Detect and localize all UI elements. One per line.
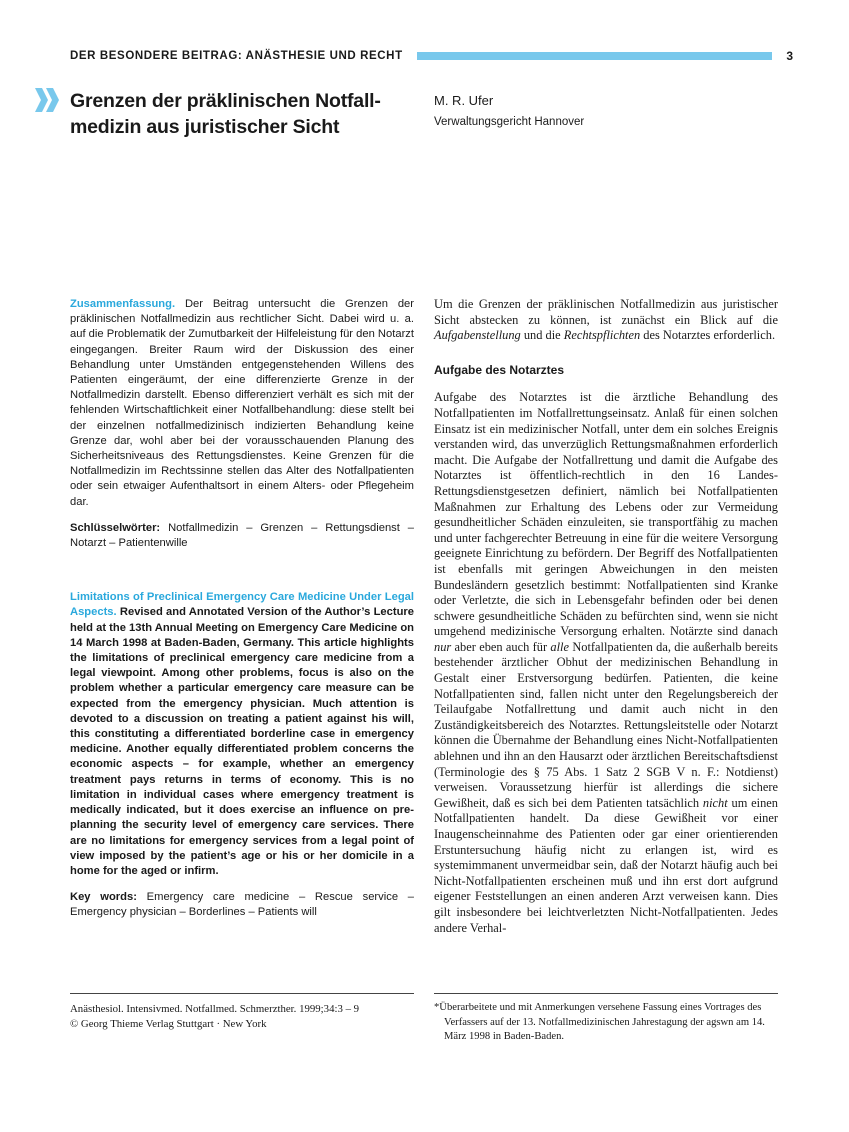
running-head	[70, 48, 793, 64]
abstract-english	[70, 590, 414, 879]
body-paragraph: Aufgabe des Notarztes ist die ärztliche Behandlung des Notfallpatienten im Notfallrettungseinsatz. Anlaß für einen solchen Einsatz ist ein medizinischer Notfall, unter dem ein solches Ereignis verstanden wird, das unverzüglich Rettungsmaßnahmen erforderlich macht. Die Aufgabe der Notfallrettung und damit die Aufgabe des Notarztes ist öffentlich-rechtlich in den 16 Landes-Rettungsdienstgesetzen definiert, nämlich bei Notfallpatienten Maßnahmen zur Erhaltung des Lebens oder zur Vermeidung gesundheitlicher Schäden einzuleiten, sie transportfähig zu machen und unter fachgerechter Betreuung in eine für die weitere Versorgung geeignete Einrichtung zu befördern. Der Begriff des Notfallpatienten ist ebenfalls mit geringen Abweichungen in den meisten Bundesländern gesetzlich bestimmt: Notfallpatienten sind Kranke oder Verletzte, die sich in Lebensgefahr befinden oder bei denen schwere gesundheitliche Schäden zu befürchten sind, wenn sie nicht umgehend medizinische Versorgung erhalten. Notärzte sind danach nur aber eben auch für alle Notfallpatienten da, die außerhalb bereits bestehender ärztlicher Obhut der medizinischen Behandlung in Gestalt einer Erstversorgung bedürfen. Patienten, die keine Notfallpatienten sind, fallen nicht unter den Regelungsbereich der Teilaufgabe Notfallrettung und damit auch nicht in den Zuständigkeitsbereich des Notarztes. Rettungsleitstelle oder Notarzt können die Übernahme der Behandlung eines Nicht-Notfallpatienten ablehnen und ihn an den Hausarzt oder ärztlichen Bereitschaftsdienst (Terminologie des § 75 Abs. 1 Satz 2 SGB V n. F.: Notdienst) verweisen. Voraussetzung hierfür ist allerdings die sichere Gewißheit, daß es sich bei dem Patienten tatsächlich nicht um einen Notfallpatienten handelt. Da diese Gewißheit vor einer Inaugenscheinnahme des Patienten oder gar einer orientierenden Erstuntersuchung häufig nicht zu erlangen ist, wird es systemimmanent unvermeidbar sein, daß der Notarzt häufig auch bei Nicht-Notfallpatienten erscheinen muß und ihn erst dort aufgrund eigener Feststellungen an einen anderen Arzt verweisen kann. Dies gilt insbesondere bei leichtverletzten Nicht-Notfallpatienten. Jedes andere Verhal-	[434, 390, 778, 935]
footer-rule-left	[70, 993, 414, 994]
abstract-german-text: Der Beitrag untersucht die Grenzen der präklinischen Notfallmedizin aus rechtlicher Sicht. Dabei wird u. a. auf die Problematik der Zumutbarkeit der Hilfeleistung für den Notarzt eingegangen. Breiter Raum wird der Diskussion des einer Behandlung unter Umständen entgegenstehenden Willens des Patienten eingeräumt, der eine differenzierte Grenze in der Notfallmedizin darstellt. Ebenso differenziert verhält es sich mit der fehlenden Wirtschaftlichkeit einer Notfallbehandlung: diese stellt bei der einzelnen notfallmedizinisch indizierten Behandlung keine Grenze dar, wohl aber bei der vorausschauenden Planung des Sicherheitsniveaus des Rettungsdienstes. Keine Grenzen für die Notfallmedizin im Rechtssinne stellen das Alter des Notfallpatienten oder sein etwaiger Aufenthaltsort in einem Alters- oder Pflegeheim dar.	[70, 298, 415, 508]
keywords-english-label: Key words:	[70, 891, 137, 904]
abstract-german-lead: Zusammenfassung.	[70, 298, 176, 310]
double-chevron-icon	[34, 86, 60, 114]
accent-bar	[417, 52, 773, 60]
copyright-line: © Georg Thieme Verlag Stuttgart · New York	[70, 1018, 267, 1030]
abstract-english-text: Revised and Annotated Version of the Author’s Lecture held at the 13th Annual Meeting on Emergency Care Medicine on 14 March 1998 at Baden-Baden, Germany. This article highlights the limitations of preclinical emergency care medicine from a legal viewpoint. Among other problems, focus is also on the problem whether a particular emergency care measure can be expected from the emergency physician. Much attention is devoted to a discussion on treating a patient against his will, this constituting a differentiated borderline case in emergency medicine. Another equally differentiated problem concerns the economic aspects – for example, whether an emergency treatment pays returns in terms of economy. This is no limitation in individual cases where emergency treatment is medically indicated, but it does exercise an influence on pre-planning the security level of emergency care services. There are no limitations for emergency services from a legal point of view imposed by the patient’s age or his or her domicile in a home for the aged or infirm.	[70, 606, 415, 877]
intro-paragraph: Um die Grenzen der präklinischen Notfallmedizin aus juristischer Sicht abstecken zu können, ist zunächst ein Blick auf die Aufgabenstellung und die Rechtspflichten des Notarztes erforderlich.	[434, 297, 778, 343]
abstract-column	[70, 297, 414, 921]
journal-citation: Anästhesiol. Intensivmed. Notfallmed. Schmerzther. 1999;34:3 – 9	[70, 1003, 360, 1015]
abstract-english-lead: Limitations of Preclinical Emergency Care Medicine Under Legal Aspects.	[70, 591, 414, 619]
author-name: M. R. Ufer	[434, 93, 494, 108]
citation-block	[70, 1002, 414, 1032]
section-heading: Aufgabe des Notarztes	[434, 362, 565, 377]
abstract-german	[70, 297, 414, 510]
keywords-english-text: Emergency care medicine – Rescue service – Emergency physician – Borderlines – Patients will	[70, 891, 414, 919]
keywords-german-text: Notfallmedizin – Grenzen – Rettungsdienst – Notarzt – Patientenwille	[70, 521, 415, 550]
body-column	[434, 297, 778, 936]
author-affiliation: Verwaltungsgericht Hannover	[434, 116, 585, 128]
section-title: DER BESONDERE BEITRAG: ANÄSTHESIE UND RECHT	[70, 50, 403, 62]
keywords-english	[70, 890, 414, 920]
keywords-german-label: Schlüsselwörter:	[70, 521, 161, 534]
keywords-german	[70, 521, 414, 551]
footer-rule-right	[434, 993, 778, 994]
page-number: 3	[786, 49, 793, 63]
article-title: Grenzen der präklinischen Notfall-medizin aus juristischer Sicht	[70, 90, 381, 138]
footnote: *Überarbeitete und mit Anmerkungen versehene Fassung eines Vortrages des Verfassers auf der 13. Notfallmedizinischen Jahrestagung der agswn am 14. März 1998 in Baden-Baden.	[434, 1002, 765, 1042]
